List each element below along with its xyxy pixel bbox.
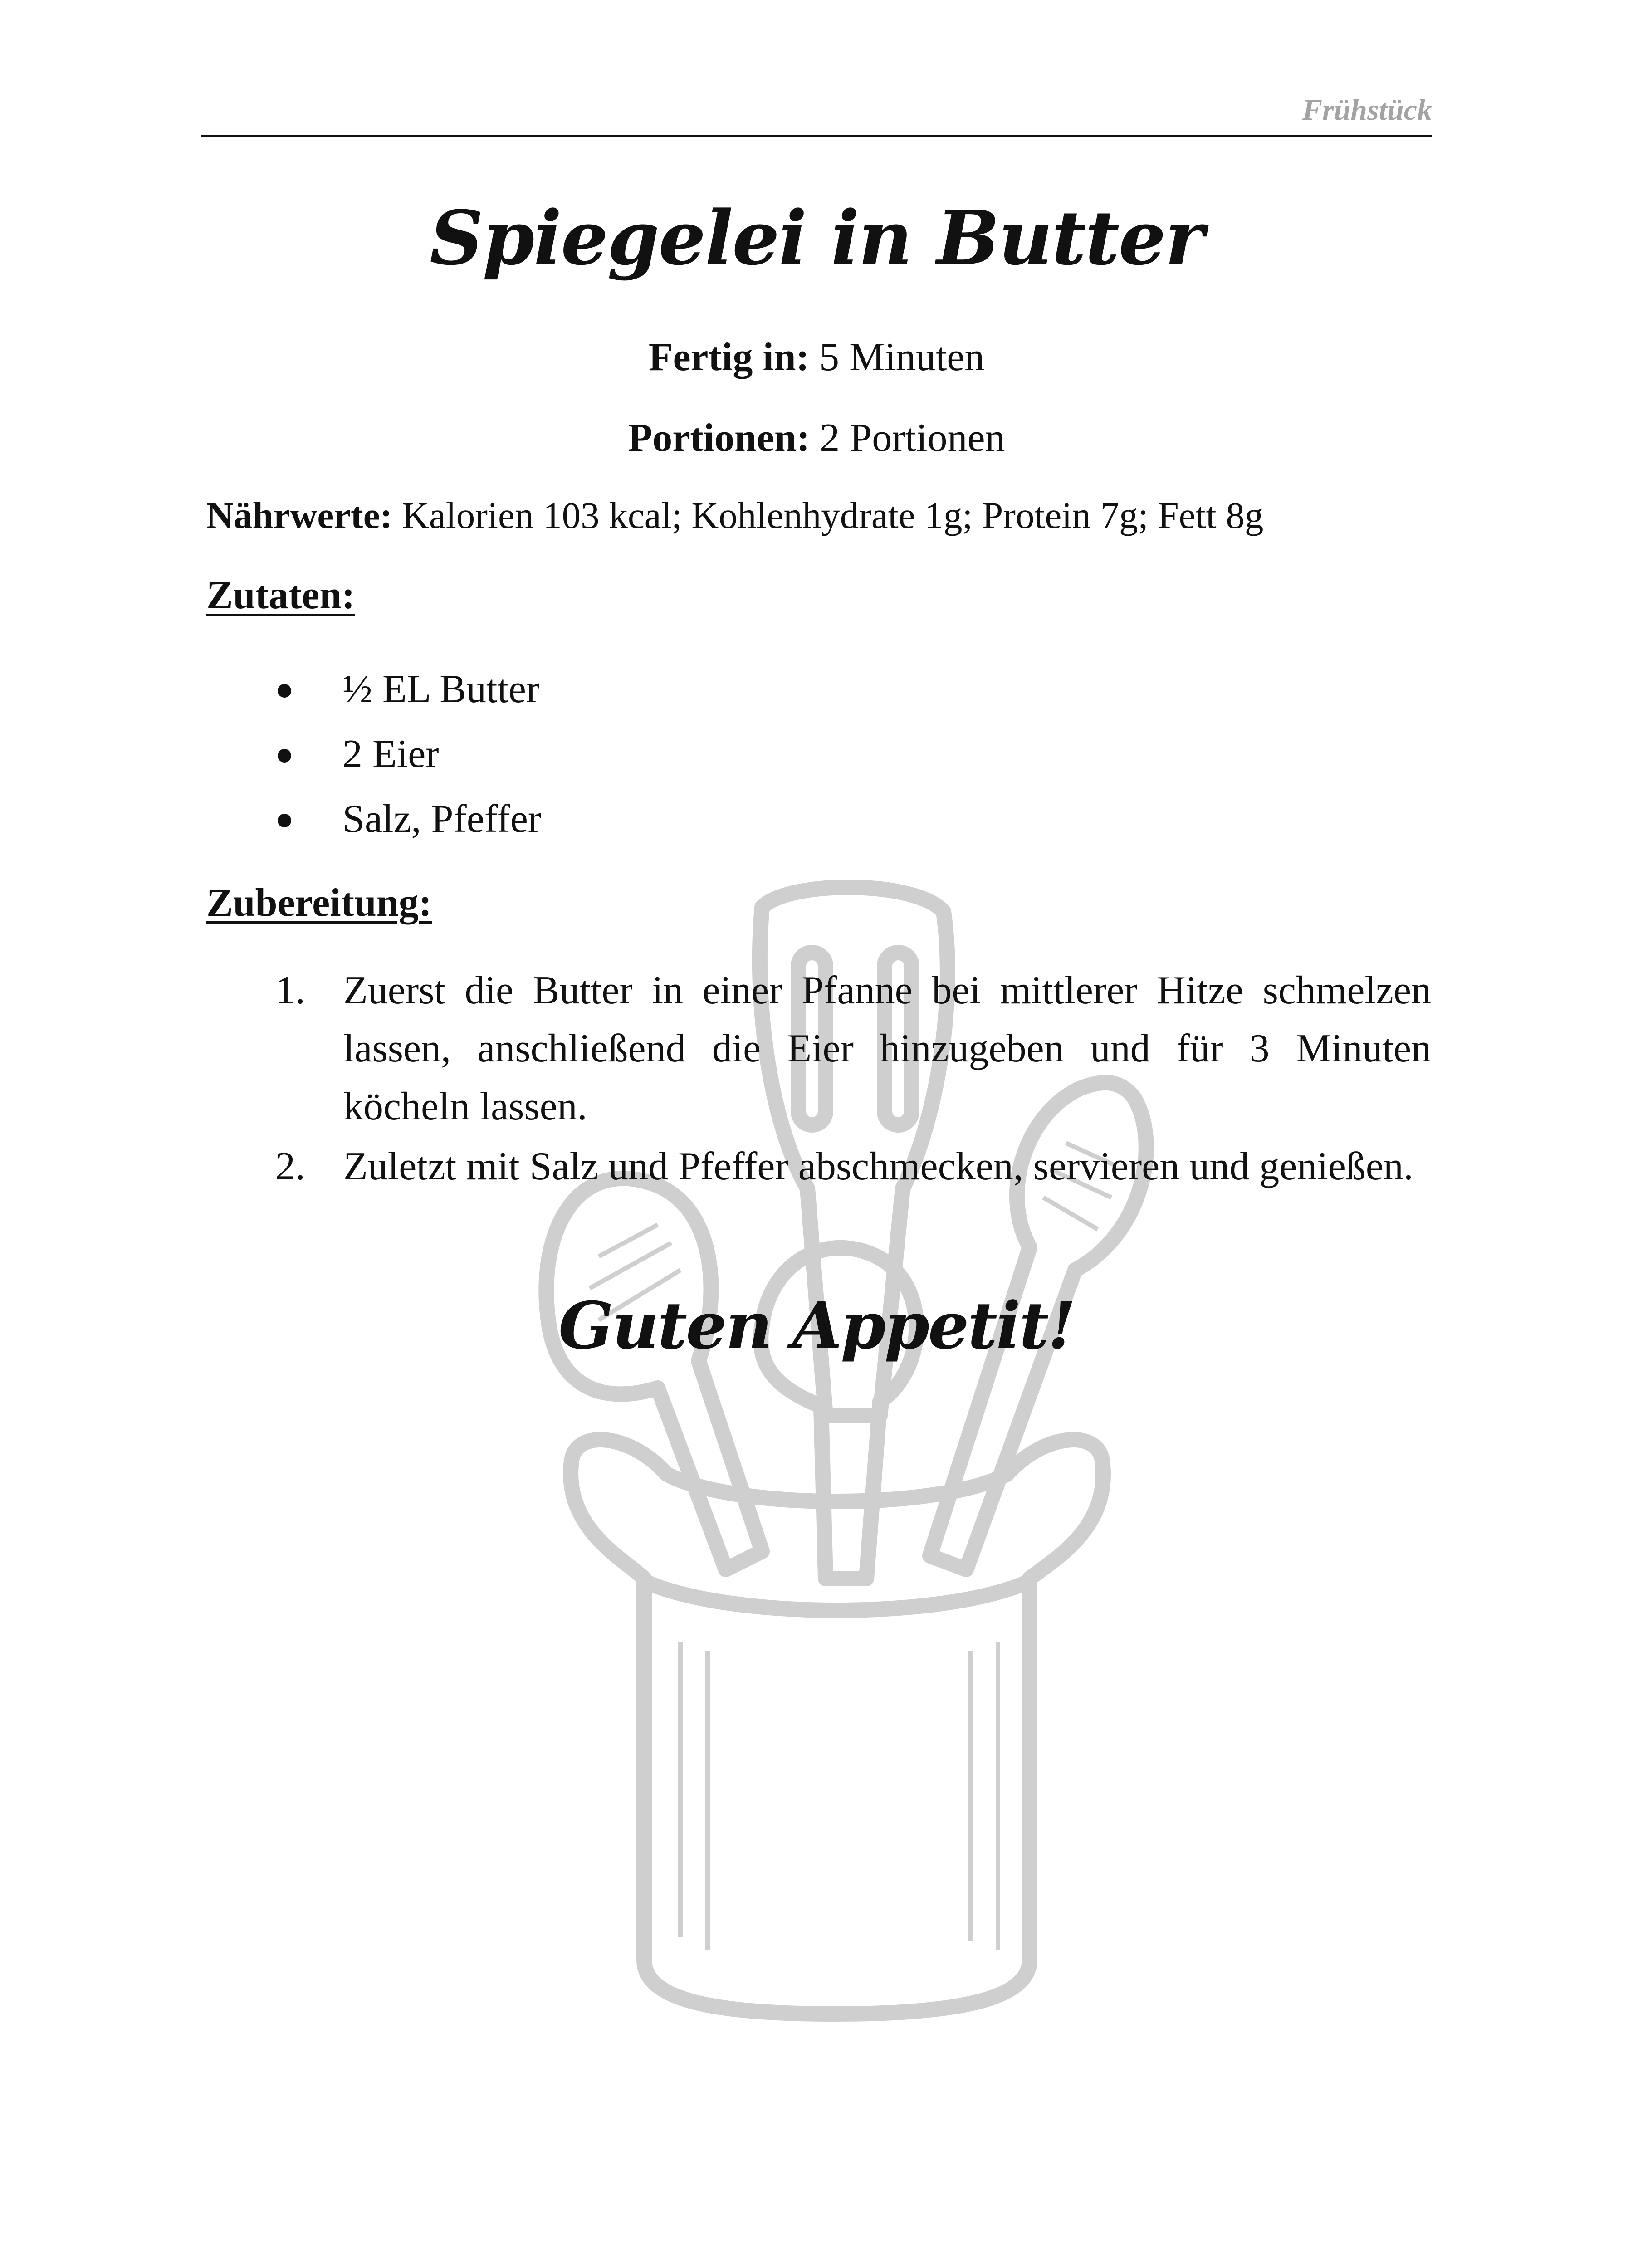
- steps-list: [206, 962, 1431, 1198]
- servings-value: 2 Portionen: [810, 416, 1005, 460]
- step-number: 2.: [275, 1144, 305, 1188]
- step-text: Zuerst die Butter in einer Pfanne bei mittlerer Hitze schmelzen lassen, anschließend die Eier hinzugeben und für 3 Minuten köcheln lassen.: [343, 968, 1431, 1129]
- nutrition-info: [206, 493, 1263, 538]
- nutrition-value: Kalorien 103 kcal; Kohlenhydrate 1g; Protein 7g; Fett 8g: [392, 494, 1264, 536]
- prep-time-value: 5 Minuten: [809, 335, 985, 379]
- jar-rim-shape: [649, 1583, 1025, 1610]
- prep-time-label: Fertig in:: [648, 335, 810, 379]
- step-text: Zuletzt mit Salz und Pfeffer abschmecken, servieren und genießen.: [343, 1144, 1413, 1188]
- section-label: Frühstück: [1302, 93, 1432, 127]
- list-item: [206, 962, 1431, 1136]
- ingredients-heading: Zutaten:: [206, 573, 355, 617]
- step-number: 1.: [275, 968, 305, 1012]
- nutrition-label: Nährwerte:: [206, 494, 393, 536]
- list-item: [206, 1138, 1431, 1196]
- ingredients-list: [206, 662, 541, 857]
- servings-label: Portionen:: [628, 416, 810, 460]
- steps-heading: Zubereitung:: [206, 881, 432, 925]
- list-item: ½ EL Butter: [206, 662, 541, 727]
- servings: [201, 414, 1432, 462]
- prep-time: [201, 333, 1432, 381]
- closing-text: Guten Appetit!: [558, 1288, 1075, 1364]
- recipe-title: Spiegelei in Butter: [430, 194, 1203, 282]
- jar-shape: [571, 1440, 1103, 2014]
- list-item: 2 Eier: [206, 727, 541, 792]
- header-rule: [201, 135, 1432, 137]
- list-item: Salz, Pfeffer: [206, 792, 541, 857]
